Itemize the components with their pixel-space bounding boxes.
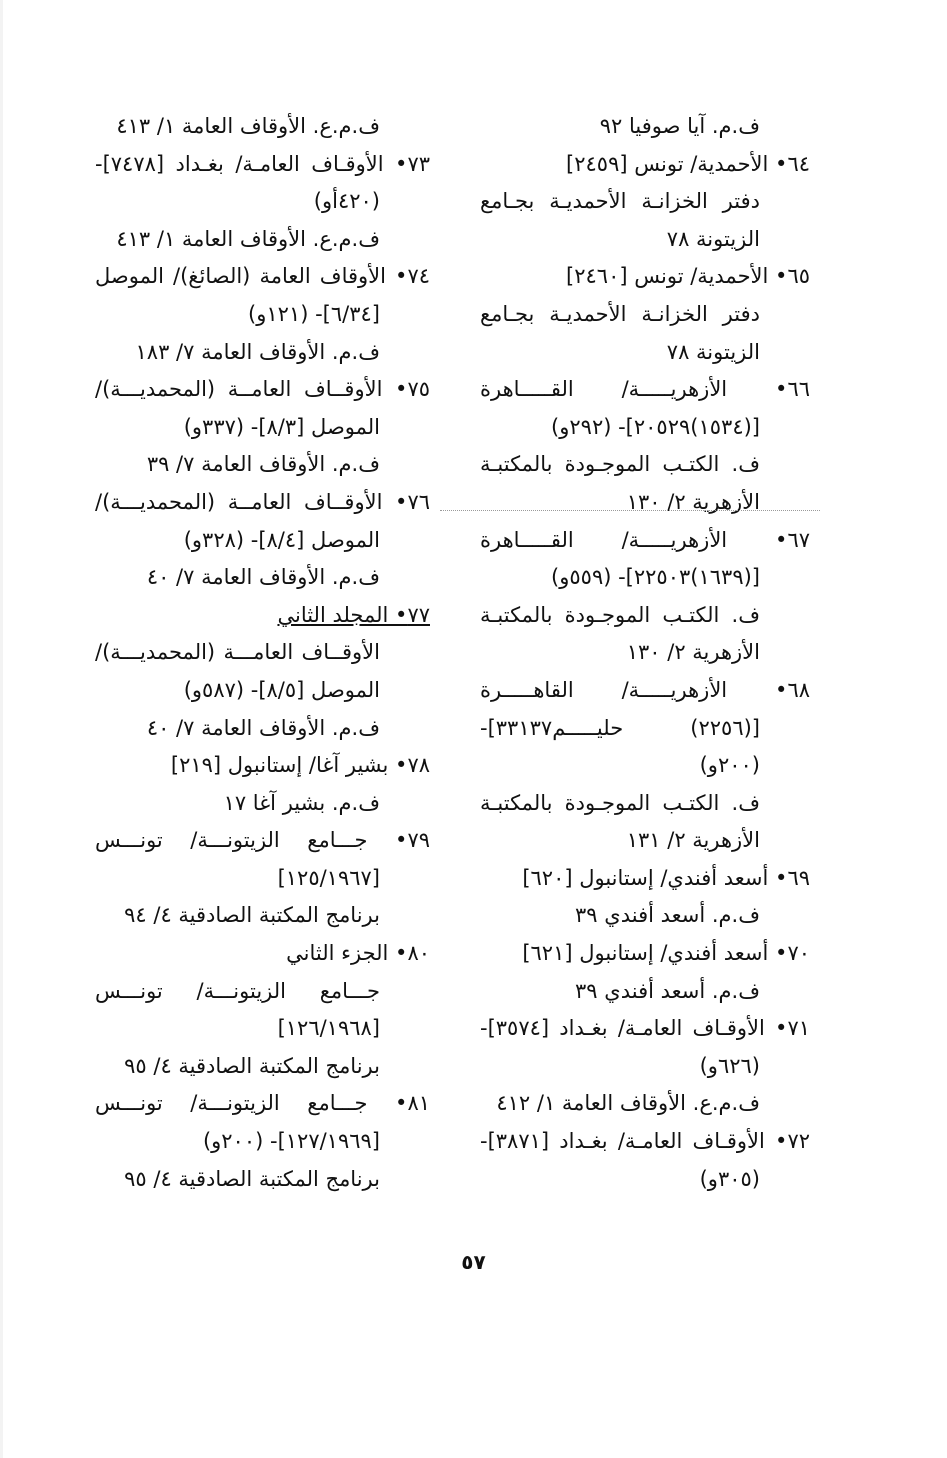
continuation-line: الأزهرية ٢/ ١٣٠ xyxy=(626,640,760,665)
continuation-line: [٦/٣٤]- (١٢١و) xyxy=(248,301,380,326)
catalog-entry-line: ٧٨• بشير آغا/ إستانبول [٢١٩] xyxy=(170,753,430,778)
catalog-entry-line: ٧٠• أسعد أفندي/ إستانبول [٦٢١] xyxy=(522,941,810,966)
reference-line: ف.م.ع. الأوقاف العامة ١/ ٤١٣ xyxy=(116,226,380,251)
page-number: ٥٧ xyxy=(461,1250,486,1274)
continuation-line: [١٢٧/١٩٦٩]- (٢٠٠و) xyxy=(202,1129,380,1154)
scan-artifact-line xyxy=(440,510,820,511)
catalog-entry-line: ٧١• الأوقـاف العامـة/ بغـداد [٣٥٧٤]- xyxy=(480,1016,810,1041)
continuation-line: برنامج المكتبة الصادقية ٤/ ٩٤ xyxy=(124,903,380,928)
catalog-entry-line: ٧٣• الأوقـاف العامـة/ بغـداد [٧٤٧٨]- xyxy=(95,151,430,176)
continuation-line: [(٢٢٥٦) حليـــــم٣٣١٣٧]- xyxy=(480,715,760,740)
catalog-entry-line: ٨١• جـــامع الزيتونـــة/ تونـــس xyxy=(95,1091,430,1116)
catalog-entry-line: ٨٠• الجزء الثاني xyxy=(286,941,430,966)
continuation-line: الموصل [٨/٣]- (٣٣٧و) xyxy=(183,414,380,439)
continuation-line: (٣٠٥و) xyxy=(699,1166,760,1191)
continuation-line: الموصل [٨/٥]- (٥٨٧و) xyxy=(183,677,380,702)
continuation-line: (٢٠٠و) xyxy=(699,753,760,778)
scan-margin-shadow xyxy=(0,0,3,1458)
continuation-line: جـــامع الزيتونـــة/ تونـــس xyxy=(95,978,380,1003)
reference-line: ف.م. أسعد أفندي ٣٩ xyxy=(575,903,760,928)
continuation-line: (٦٢٦و) xyxy=(699,1053,760,1078)
catalog-entry-line: ٦٧• الأزهريـــــة/ القـــــاهرة xyxy=(480,527,810,552)
reference-line: ف.م. الأوقاف العامة ٧/ ٤٠ xyxy=(146,715,380,740)
reference-line: ف.م. الأوقاف العامة ٧/ ٤٠ xyxy=(146,565,380,590)
continuation-line: [(١٦٣٩)٢٢٥٠٣]- (٥٥٩و) xyxy=(551,565,760,590)
reference-line: ف.م.ع. الأوقاف العامة ١/ ٤١٢ xyxy=(496,1091,760,1116)
continuation-line: الأزهرية ٢/ ١٣١ xyxy=(626,828,760,853)
continuation-line: الموصل [٨/٤]- (٣٢٨و) xyxy=(183,527,380,552)
catalog-entry-line: ٧٢• الأوقـاف العامـة/ بغـداد [٣٨٧١]- xyxy=(480,1129,810,1154)
continuation-line: (٤٢٠أو) xyxy=(313,189,380,214)
continuation-line: ف. الكتـب الموجـودة بالمكتبـة xyxy=(480,790,760,815)
catalog-entry-line: ٧٧• المجلد الثاني xyxy=(277,602,430,627)
continuation-line: [١٢٥/١٩٦٧] xyxy=(277,865,380,890)
catalog-entry-line: ٦٦• الأزهريـــــة/ القـــــاهرة xyxy=(480,377,810,402)
left-column xyxy=(95,108,430,1198)
reference-line: ف.م. الأوقاف العامة ٧/ ٣٩ xyxy=(146,452,380,477)
continuation-line: [(١٥٣٤)٢٠٥٢٩]- (٢٩٢و) xyxy=(551,414,760,439)
continuation-line: [١٢٦/١٩٦٨] xyxy=(277,1016,380,1041)
continuation-line: الزيتونة ٧٨ xyxy=(666,339,760,364)
catalog-entry-line: ٦٥• الأحمدية/ تونس [٢٤٦٠] xyxy=(566,264,810,289)
catalog-entry-line: ٧٩• جـــامع الزيتونـــة/ تونـــس xyxy=(95,828,430,853)
catalog-entry-line: ٧٥• الأوقــاف العامــة (المحمديـــة)/ xyxy=(95,377,430,402)
catalog-entry-line: ٦٩• أسعد أفندي/ إستانبول [٦٢٠] xyxy=(522,865,810,890)
reference-line: ف.م. بشير آغا ١٧ xyxy=(223,790,380,815)
continuation-line: ف. الكتـب الموجـودة بالمكتبـة xyxy=(480,602,760,627)
catalog-entry-line: ٦٨• الأزهريـــــة/ القاهـــــرة xyxy=(480,677,810,702)
continuation-line: الأزهرية ٢/ ١٣٠ xyxy=(626,489,760,514)
continuation-line: برنامج المكتبة الصادقية ٤/ ٩٥ xyxy=(124,1053,380,1078)
continuation-line: دفتر الخزانـة الأحمديـة بجـامع xyxy=(480,189,760,214)
continuation-line: الزيتونة ٧٨ xyxy=(666,226,760,251)
right-column xyxy=(480,108,810,1198)
reference-line: ف.م. أسعد أفندي ٣٩ xyxy=(575,978,760,1003)
continuation-line: دفتر الخزانـة الأحمديـة بجـامع xyxy=(480,301,760,326)
continuation-line: برنامج المكتبة الصادقية ٤/ ٩٥ xyxy=(124,1166,380,1191)
continuation-line: ف. الكتـب الموجـودة بالمكتبـة xyxy=(480,452,760,477)
catalog-entry-line: ٧٦• الأوقــاف العامــة (المحمديـــة)/ xyxy=(95,489,430,514)
continuation-line: الأوقــاف العامـــة (المحمديـــة)/ xyxy=(95,640,380,665)
reference-line: ف.م.ع. الأوقاف العامة ١/ ٤١٣ xyxy=(116,114,380,138)
reference-line: ف.م. آيا صوفيا ٩٢ xyxy=(599,114,760,138)
catalog-entry-line: ٦٤• الأحمدية/ تونس [٢٤٥٩] xyxy=(566,151,810,176)
catalog-entry-line: ٧٤• الأوقاف العامة (الصائغ)/ الموصل xyxy=(95,264,430,289)
reference-line: ف.م. الأوقاف العامة ٧/ ١٨٣ xyxy=(135,339,380,364)
